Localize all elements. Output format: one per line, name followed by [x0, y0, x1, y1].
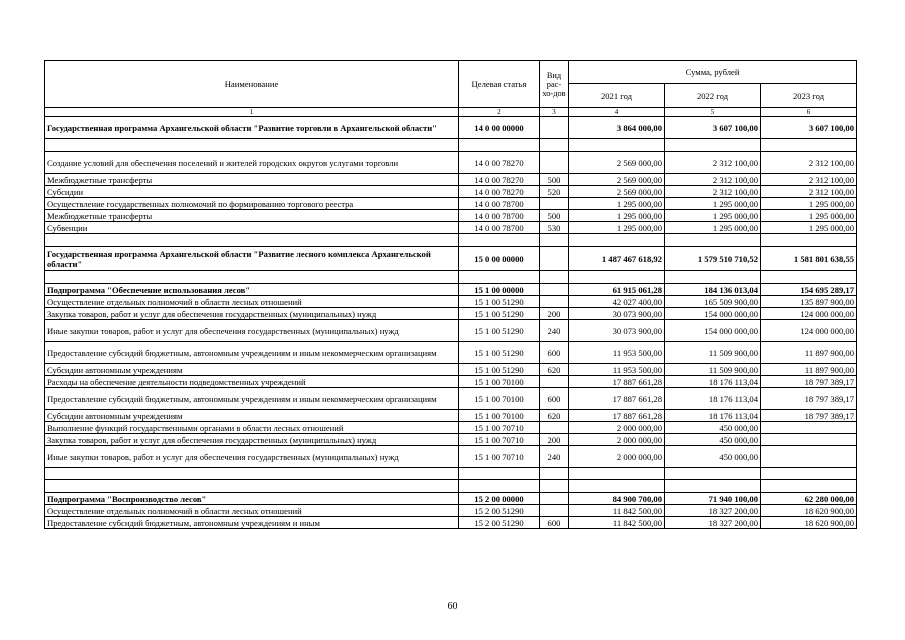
- table-row: [45, 198, 857, 210]
- row-sum-2021: 3 864 000,00: [569, 117, 665, 139]
- row-kind: 240: [540, 446, 569, 468]
- row-kind: [540, 284, 569, 296]
- row-sum-2021: 2 000 000,00: [569, 422, 665, 434]
- row-sum-2022: 450 000,00: [665, 446, 761, 468]
- row-sum-2023: 11 897 900,00: [761, 342, 857, 364]
- row-kind: 520: [540, 186, 569, 198]
- row-sum-2022: 3 607 100,00: [665, 117, 761, 139]
- column-index: 3: [540, 108, 569, 117]
- row-sum-2023: 1 295 000,00: [761, 222, 857, 234]
- row-sum-2021: 30 073 900,00: [569, 320, 665, 342]
- row-kind: 600: [540, 342, 569, 364]
- row-kind: [540, 296, 569, 308]
- row-kind: [540, 422, 569, 434]
- table-row: [45, 152, 857, 174]
- row-code: 14 0 00 78270: [459, 174, 540, 186]
- row-name: Межбюджетные трансферты: [45, 210, 459, 222]
- row-sum-2023: [761, 422, 857, 434]
- row-kind: 620: [540, 364, 569, 376]
- table-row: [45, 117, 857, 139]
- row-code: 14 0 00 78270: [459, 186, 540, 198]
- row-name: Субсидии: [45, 186, 459, 198]
- row-sum-2021: 84 900 700,00: [569, 493, 665, 505]
- table-row: [45, 222, 857, 234]
- row-sum-2021: 2 569 000,00: [569, 186, 665, 198]
- row-sum-2021: 17 887 661,28: [569, 388, 665, 410]
- header-year-2021: 2021 год: [569, 84, 665, 108]
- row-code: 15 2 00 51290: [459, 505, 540, 517]
- row-sum-2021: 17 887 661,28: [569, 376, 665, 388]
- row-sum-2023: 18 620 900,00: [761, 517, 857, 529]
- row-code: 15 1 00 51290: [459, 364, 540, 376]
- spacer-row: [45, 139, 857, 152]
- row-sum-2023: [761, 446, 857, 468]
- row-sum-2022: 11 509 900,00: [665, 342, 761, 364]
- row-code: 14 0 00 78700: [459, 210, 540, 222]
- table-row: [45, 505, 857, 517]
- row-name: Закупка товаров, работ и услуг для обеспечения государственных (муниципальных) нужд: [45, 308, 459, 320]
- row-name: Подпрограмма "Обеспечение использования лесов": [45, 284, 459, 296]
- row-kind: 200: [540, 308, 569, 320]
- row-code: 15 1 00 51290: [459, 342, 540, 364]
- row-sum-2022: 18 176 113,04: [665, 376, 761, 388]
- row-code: 14 0 00 00000: [459, 117, 540, 139]
- header-year-2023: 2023 год: [761, 84, 857, 108]
- table-row: [45, 174, 857, 186]
- row-kind: [540, 152, 569, 174]
- row-code: 14 0 00 78700: [459, 198, 540, 210]
- row-name: Субвенции: [45, 222, 459, 234]
- row-name: Осуществление отдельных полномочий в области лесных отношений: [45, 296, 459, 308]
- row-code: 15 1 00 00000: [459, 284, 540, 296]
- row-code: 15 1 00 70710: [459, 434, 540, 446]
- row-sum-2022: 1 295 000,00: [665, 210, 761, 222]
- row-sum-2022: 18 176 113,04: [665, 410, 761, 422]
- table-row: [45, 376, 857, 388]
- row-sum-2021: 2 000 000,00: [569, 446, 665, 468]
- table-row: [45, 342, 857, 364]
- column-index: 1: [45, 108, 459, 117]
- row-sum-2021: 11 953 500,00: [569, 342, 665, 364]
- header-kind: Вид рас-хо-дов: [540, 61, 569, 108]
- row-sum-2021: 1 487 467 618,92: [569, 247, 665, 271]
- row-code: 15 1 00 70100: [459, 410, 540, 422]
- row-code: 15 1 00 70710: [459, 446, 540, 468]
- row-code: 15 0 00 00000: [459, 247, 540, 271]
- header-row: [45, 61, 857, 84]
- row-code: 14 0 00 78270: [459, 152, 540, 174]
- spacer-row: [45, 480, 857, 493]
- row-sum-2023: 1 295 000,00: [761, 198, 857, 210]
- row-sum-2021: 1 295 000,00: [569, 198, 665, 210]
- row-sum-2023: 18 797 389,17: [761, 388, 857, 410]
- row-kind: [540, 493, 569, 505]
- row-sum-2021: 61 915 061,28: [569, 284, 665, 296]
- row-sum-2023: 1 295 000,00: [761, 210, 857, 222]
- row-name: Осуществление отдельных полномочий в области лесных отношений: [45, 505, 459, 517]
- row-sum-2022: 18 176 113,04: [665, 388, 761, 410]
- row-kind: [540, 505, 569, 517]
- row-sum-2022: 2 312 100,00: [665, 186, 761, 198]
- row-sum-2023: 2 312 100,00: [761, 186, 857, 198]
- table-row: [45, 296, 857, 308]
- row-sum-2023: 62 280 000,00: [761, 493, 857, 505]
- row-code: 14 0 00 78700: [459, 222, 540, 234]
- spacer-row: [45, 234, 857, 247]
- row-name: Создание условий для обеспечения поселений и жителей городских округов услугами торговли: [45, 152, 459, 174]
- spacer-row: [45, 468, 857, 480]
- row-sum-2021: 2 000 000,00: [569, 434, 665, 446]
- row-sum-2022: 18 327 200,00: [665, 505, 761, 517]
- row-name: Субсидии автономным учреждениям: [45, 410, 459, 422]
- row-sum-2023: [761, 434, 857, 446]
- column-index: 6: [761, 108, 857, 117]
- header-year-2022: 2022 год: [665, 84, 761, 108]
- row-kind: [540, 247, 569, 271]
- row-sum-2023: 135 897 900,00: [761, 296, 857, 308]
- column-index: 5: [665, 108, 761, 117]
- table-row: [45, 210, 857, 222]
- row-code: 15 2 00 51290: [459, 517, 540, 529]
- header-target: Целевая статья: [459, 61, 540, 108]
- row-name: Предоставление субсидий бюджетным, автономным учреждениям и иным некоммерческим организациям: [45, 342, 459, 364]
- row-code: 15 1 00 51290: [459, 296, 540, 308]
- spacer-row: [45, 271, 857, 284]
- row-sum-2021: 11 842 500,00: [569, 517, 665, 529]
- row-name: Государственная программа Архангельской области "Развитие торговли в Архангельской области": [45, 117, 459, 139]
- row-code: 15 1 00 51290: [459, 320, 540, 342]
- row-code: 15 2 00 00000: [459, 493, 540, 505]
- row-name: Расходы на обеспечение деятельности подведомственных учреждений: [45, 376, 459, 388]
- row-sum-2022: 11 509 900,00: [665, 364, 761, 376]
- row-kind: [540, 376, 569, 388]
- row-sum-2021: 11 953 500,00: [569, 364, 665, 376]
- row-kind: 620: [540, 410, 569, 422]
- table-row: [45, 422, 857, 434]
- row-sum-2021: 11 842 500,00: [569, 505, 665, 517]
- column-index: 4: [569, 108, 665, 117]
- row-kind: 500: [540, 210, 569, 222]
- row-sum-2023: 1 581 801 638,55: [761, 247, 857, 271]
- row-sum-2021: 2 569 000,00: [569, 152, 665, 174]
- row-sum-2023: 3 607 100,00: [761, 117, 857, 139]
- row-kind: 500: [540, 174, 569, 186]
- row-sum-2022: 154 000 000,00: [665, 308, 761, 320]
- row-sum-2022: 18 327 200,00: [665, 517, 761, 529]
- row-name: Предоставление субсидий бюджетным, автономным учреждениям и иным: [45, 517, 459, 529]
- row-sum-2022: 2 312 100,00: [665, 152, 761, 174]
- row-sum-2022: 2 312 100,00: [665, 174, 761, 186]
- header-name: Наименование: [45, 61, 459, 108]
- row-sum-2022: 450 000,00: [665, 434, 761, 446]
- row-sum-2023: 2 312 100,00: [761, 152, 857, 174]
- row-code: 15 1 00 70100: [459, 388, 540, 410]
- row-sum-2021: 17 887 661,28: [569, 410, 665, 422]
- row-sum-2022: 184 136 013,04: [665, 284, 761, 296]
- row-sum-2023: 124 000 000,00: [761, 308, 857, 320]
- table-row: [45, 493, 857, 505]
- row-sum-2023: 18 620 900,00: [761, 505, 857, 517]
- table-row: [45, 284, 857, 296]
- row-sum-2023: 18 797 389,17: [761, 410, 857, 422]
- row-kind: 530: [540, 222, 569, 234]
- table-row: [45, 434, 857, 446]
- row-sum-2021: 42 027 400,00: [569, 296, 665, 308]
- row-kind: [540, 198, 569, 210]
- row-sum-2022: 1 295 000,00: [665, 198, 761, 210]
- row-sum-2023: 18 797 389,17: [761, 376, 857, 388]
- column-index: 2: [459, 108, 540, 117]
- row-kind: 200: [540, 434, 569, 446]
- row-name: Подпрограмма "Воспроизводство лесов": [45, 493, 459, 505]
- row-sum-2022: 154 000 000,00: [665, 320, 761, 342]
- table-row: [45, 517, 857, 529]
- row-sum-2022: 165 509 900,00: [665, 296, 761, 308]
- row-name: Субсидии автономным учреждениям: [45, 364, 459, 376]
- row-sum-2023: 154 695 289,17: [761, 284, 857, 296]
- row-sum-2022: 1 295 000,00: [665, 222, 761, 234]
- table-row: [45, 186, 857, 198]
- table-row: [45, 446, 857, 468]
- row-code: 15 1 00 51290: [459, 308, 540, 320]
- column-index-row: [45, 108, 857, 117]
- row-kind: 600: [540, 388, 569, 410]
- row-sum-2023: 2 312 100,00: [761, 174, 857, 186]
- table-row: [45, 247, 857, 271]
- row-name: Межбюджетные трансферты: [45, 174, 459, 186]
- table-row: [45, 320, 857, 342]
- table-row: [45, 388, 857, 410]
- row-sum-2022: 1 579 510 710,52: [665, 247, 761, 271]
- row-code: 15 1 00 70100: [459, 376, 540, 388]
- row-kind: 600: [540, 517, 569, 529]
- row-name: Выполнение функций государственными органами в области лесных отношений: [45, 422, 459, 434]
- row-sum-2023: 11 897 900,00: [761, 364, 857, 376]
- row-name: Иные закупки товаров, работ и услуг для обеспечения государственных (муниципальных) нужд: [45, 446, 459, 468]
- row-kind: 240: [540, 320, 569, 342]
- row-sum-2022: 71 940 100,00: [665, 493, 761, 505]
- row-name: Иные закупки товаров, работ и услуг для обеспечения государственных (муниципальных) нужд: [45, 320, 459, 342]
- row-sum-2021: 2 569 000,00: [569, 174, 665, 186]
- budget-table: [44, 60, 857, 529]
- row-sum-2021: 30 073 900,00: [569, 308, 665, 320]
- row-sum-2021: 1 295 000,00: [569, 222, 665, 234]
- row-name: Предоставление субсидий бюджетным, автономным учреждениям и иным некоммерческим организациям: [45, 388, 459, 410]
- row-kind: [540, 117, 569, 139]
- table-row: [45, 308, 857, 320]
- row-name: Закупка товаров, работ и услуг для обеспечения государственных (муниципальных) нужд: [45, 434, 459, 446]
- row-name: Осуществление государственных полномочий по формированию торгового реестра: [45, 198, 459, 210]
- row-code: 15 1 00 70710: [459, 422, 540, 434]
- table-row: [45, 410, 857, 422]
- row-name: Государственная программа Архангельской области "Развитие лесного комплекса Архангельской области": [45, 247, 459, 271]
- row-sum-2023: 124 000 000,00: [761, 320, 857, 342]
- header-sum: Сумма, рублей: [569, 61, 857, 84]
- row-sum-2021: 1 295 000,00: [569, 210, 665, 222]
- page-number: 60: [447, 601, 458, 612]
- table-row: [45, 364, 857, 376]
- row-sum-2022: 450 000,00: [665, 422, 761, 434]
